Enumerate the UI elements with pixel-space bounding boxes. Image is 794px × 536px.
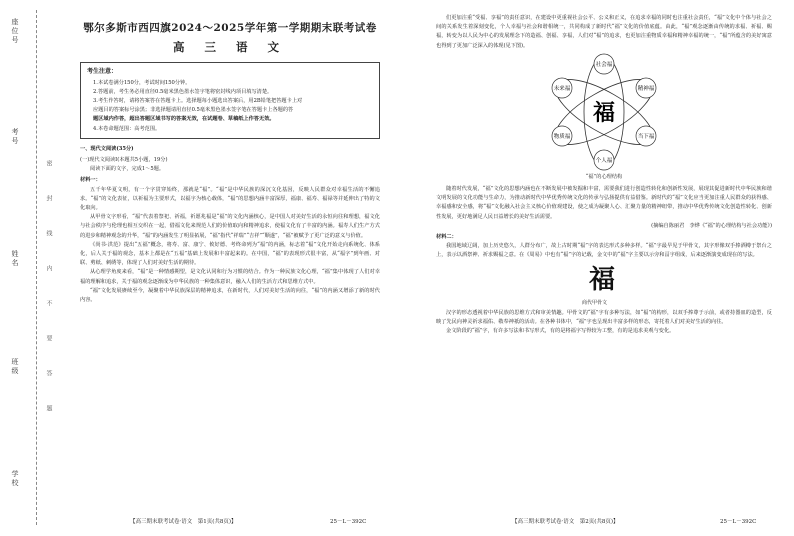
diagram-node: [552, 126, 572, 146]
svg-text:当下福: 当下福: [637, 133, 655, 140]
body-paragraph: 金文阶段的“福”字，有许多写法和书写形式，有的是将福字写得较为工整，有的是追求美观与变化。: [446, 328, 675, 335]
glyph-caption: 商代甲骨文: [582, 299, 608, 306]
diagram-node: [594, 54, 614, 74]
notice-box: [80, 62, 380, 138]
seal-line-char: 不: [45, 300, 52, 316]
notice-item: 1.本试卷满分150分，考试时间150分钟。: [93, 79, 191, 86]
notice-item: 应题目的答案标号涂黑；非选择题请用直径0.5毫米黑色墨水签字笔在答题卡上各题的答: [93, 107, 294, 114]
notice-item: 题区域内作答，超出答题区域书写的答案无效，在试题卷、草稿纸上作答无效。: [93, 116, 275, 123]
seat-label: 座位号: [11, 18, 19, 45]
notice-title: 考生注意：: [87, 68, 118, 76]
page-1: [80, 14, 380, 305]
diagram-node: [636, 126, 656, 146]
diagram-node: [636, 78, 656, 98]
exam-title: 鄂尔多斯市西四旗2024～2025学年第一学期期末联考试卷: [83, 22, 377, 34]
source-citation: (摘编自陈丽君 李烨《“福”的心理结构与社会功能》): [651, 222, 772, 229]
diagram-center-glyph: 福: [592, 99, 616, 126]
page-2: [436, 14, 772, 336]
svg-text:社会福: 社会福: [595, 61, 613, 68]
seal-line-char: 题: [45, 405, 52, 421]
svg-text:个人福: 个人福: [595, 157, 613, 164]
body-paragraph: 五千年华夏文明，有一个字贯穿始终，那就是“福”。“福”是中华民族的深沉文化基因，反映人民群众对幸福生活的不懈追求。“福”的文化表征，以祈福为主要形式，以福字为核心载体，“福”的思想内涵丰富深厚，福康、福寿、福禄等并延伸出了特的文化取向。: [80, 186, 380, 212]
body-paragraph: 随着时代发展，“福”文化的思想内涵也在不断发展中被发掘和丰富，需要我们进行创造性转化和创新性发展，展现其促进新时代中华民族和谐文明发展的文化功能与生命力，为推动新时代中华优秀传统文化的传承与弘扬提供有益借鉴。新时代的“福”文化应当更加注重人民群众的获得感、幸福感和安全感，将“福”文化融入社会主义核心价值观建设，使之成为凝聚人心、汇聚力量的精神纽带，推动中华优秀传统文化创造性转化、创新性发展，更好地满足人民日益增长的美好生活需要。: [436, 186, 772, 220]
body-paragraph: 从心理学角度来看，“福”是一种情感期望，是文化认同和行为习惯的结合。作为一种民族文化心理，“福”集中体现了人们对幸福的理解和追求，关于福的观念逐渐成为中华民族的一种集体意识，融入人们的生活方式和思维方式中。: [80, 269, 380, 285]
notice-item: 3.考生作答时，请将答案答在答题卡上。选择题每小题选出答案后，用2B铅笔把答题卡上对: [93, 98, 303, 105]
svg-text:物质福: 物质福: [553, 133, 571, 140]
body-paragraph: 汉字的形态透视着中华民族的思维方式和审美情趣。甲骨文的“福”字有多种写法，如“福”的构形，以双手捧尊于示前，或者持器皿的造型，反映了先民向神灵祈求福佑、敬奉神祇的活动。在各种书体中，“福”字也呈现出丰富多样的形态，寄托着人们对美好生活的向往。: [436, 309, 772, 325]
body-paragraph: 从甲骨文字形看，“福”代表着祭祀、祈福，祈愿兆福是“福”的文化内涵核心，是中国人对美好生活的永恒向往和理想，福文化与社会秩序与伦理也相互交织在一起，借福文化来规范人们的价值取向和精神追求，使福文化有了丰富的内涵。福寿人们生产方式的进步和精神观念的升华，“福”的内涵发生了明显拓展，“福”指代“祥瑞”“吉祥”“顺遂”，“福”被赋予了更广泛的意义与价值。: [80, 214, 380, 239]
oracle-glyph-figure: [436, 263, 772, 307]
body-paragraph: 们更加注重“受福、享福”的责任意识，在建设中更重视社会公平、公义和正义，在追求幸福的同时也注重社会责任，“福”文化中个体与社会之间的关系发生着深刻变化，个人幸福与社会和谐相统一，共同构成了新时代“福”文化的价值底蕴。由此，“福”观念逐渐由传统的求福、祈福、赐福，转变为以人民为中心的发展理念下的造福、创福、享福，人们对“福”的追求，也更加注重物质幸福和精神幸福的统一，“福”所蕴含的美好寓意也得到了更加广泛深入的体现(见下图)。: [436, 15, 772, 49]
subsection-heading: (一)现代文阅读Ⅰ(本题共5小题，19分): [80, 157, 168, 164]
page-1-code: 25－L－392C: [330, 519, 367, 525]
instruction: 阅读下面的文字，完成1～5题。: [90, 166, 165, 173]
section-heading: 一、现代文阅读(35分): [80, 145, 134, 152]
material-label: 材料二：: [436, 234, 457, 241]
notice-item: 4.本卷命题范围：高考范围。: [93, 125, 161, 132]
notice-item: 2.答题前，考生务必用直径0.5毫米黑色墨水签字笔将密封线内项目填写清楚。: [93, 88, 273, 95]
seal-line-char: 线: [45, 230, 52, 246]
exam-no-label: 考号: [11, 128, 19, 146]
page-2-code: 25－L－392C: [720, 519, 757, 525]
diagram-node: [594, 150, 614, 170]
oracle-bone-fu-glyph: 福: [588, 264, 615, 295]
seal-dashed-line: [36, 10, 37, 525]
seal-line-char: 要: [45, 335, 52, 351]
diagram-node: [552, 78, 572, 98]
svg-text:精神福: 精神福: [637, 85, 655, 92]
page-1-footer: 【高三期末联考试卷·语文 第1页(共8页)】: [130, 519, 237, 525]
class-label: 班级: [11, 358, 19, 376]
page-2-footer: 【高三期末联考试卷·语文 第2页(共8页)】: [512, 519, 619, 525]
diagram-caption: “福”的心理结构: [585, 173, 623, 180]
diagram-svg: [436, 53, 772, 171]
binding-strip: [4, 10, 56, 530]
seal-line-char: 内: [45, 265, 52, 281]
body-paragraph: “福”文化发展赓续至今，凝聚着中华民族深层的精神追求，在新时代，人们对美好生活的向往，“福”的内涵又增添了新的时代内容。: [80, 287, 380, 304]
body-paragraph: 我国地域辽阔，加上历史悠久，人群分布广，故上古时期“福”字的表达形式多种多样。“福”字最早见于甲骨文，其字形像双手捧酒樽于祭台之上，表示以酒祭神、祈求赐福之意。在《周易》中也有“福”字的记载，金文中的“福”字主要以示旁和畐字组成，后来逐渐演变成现在的写法。: [436, 243, 772, 259]
school-label: 学校: [11, 470, 19, 488]
seal-line-char: 封: [45, 195, 52, 211]
svg-text:未来福: 未来福: [553, 85, 571, 92]
fu-structure-diagram: [436, 53, 772, 171]
body-paragraph: 《尚书·洪范》提出“五福”概念，将寿、富、康宁、攸好德、考终命列为“福”的内涵，标志着“福”文化开始走向系统化、体系化，后人关于福的观念，基本上都是在“五福”基础上发展和丰富起来的。在中国，“福”的表现形式很丰富，从“福字”到年画、对联、剪纸、刺绣等，体现了人们对美好生活的期待。: [80, 241, 380, 267]
seal-line-char: 答: [45, 370, 52, 386]
seal-line-char: 密: [45, 160, 52, 176]
material-label: 材料一：: [80, 177, 101, 184]
name-label: 姓名: [11, 250, 19, 268]
subject-title: 高 三 语 文: [172, 40, 287, 55]
